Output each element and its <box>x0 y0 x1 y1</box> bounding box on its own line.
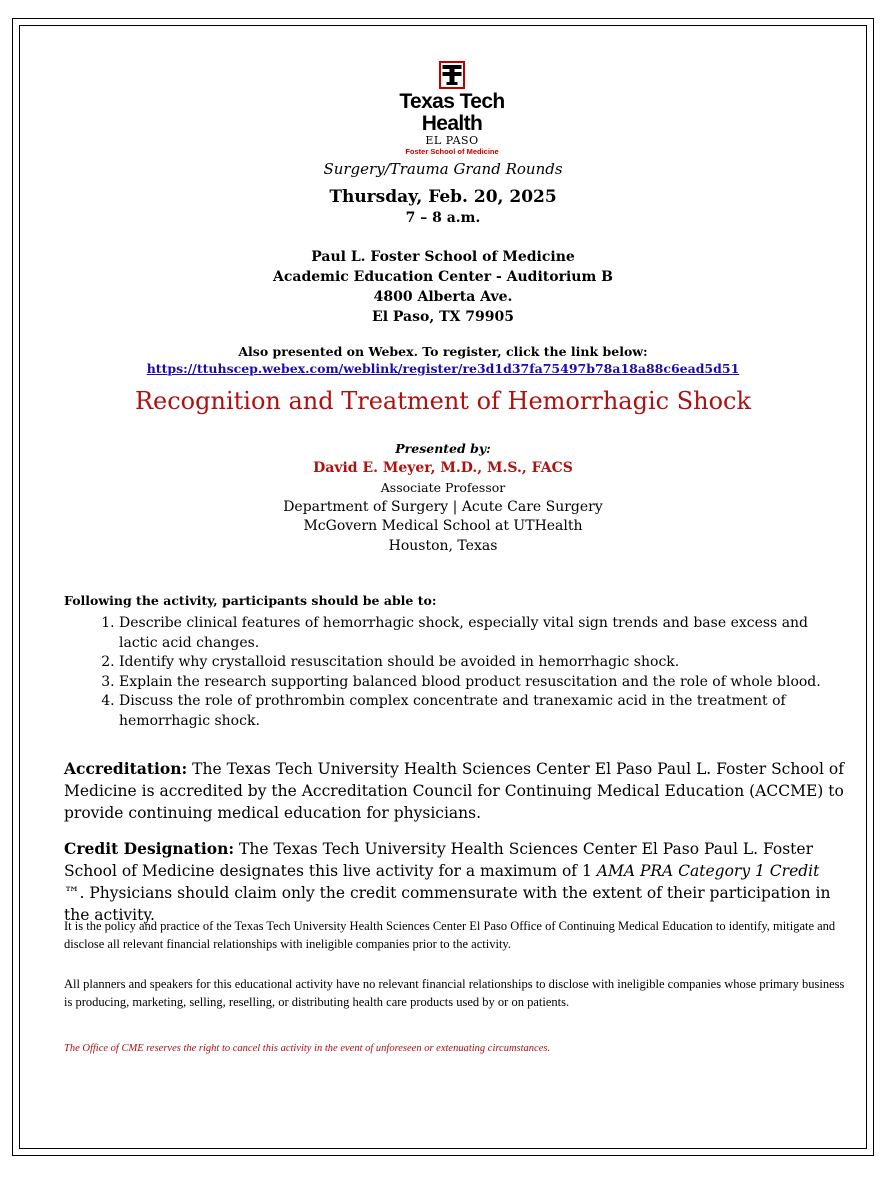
disclosure-policy: It is the policy and practice of the Texas Tech University Health Sciences Center El Paso Office of Continuing Medical Education to identify, mitigate and disclose all relevant financial relationships with ineligible companies prior to the activity. <box>64 919 836 951</box>
list-item: 2. Identify why crystalloid resuscitation should be avoided in hemorrhagic shock. <box>119 653 834 673</box>
presenter-name: David E. Meyer, M.D., M.S., FACS <box>313 459 573 476</box>
webex-block <box>19 343 867 377</box>
venue-line: El Paso, TX 79905 <box>372 309 514 325</box>
presented-by-label: Presented by: <box>395 441 491 456</box>
cancellation-note: The Office of CME reserves the right to cancel this activity in the event of unforeseen or extenuating circumstances. <box>64 1043 551 1054</box>
double-t-logo-icon <box>439 61 465 89</box>
credit-designation <box>64 838 844 926</box>
venue-block <box>19 247 867 327</box>
logo-name: Texas Tech Health <box>399 90 505 135</box>
logo-city: EL PASO <box>425 134 479 147</box>
list-item: 3. Explain the research supporting balanced blood product resuscitation and the role of whole blood. <box>119 673 834 693</box>
credit-text-after: . Physicians should claim only the credit commensurate with the extent of their participation in the activity. <box>64 884 831 924</box>
webex-note: Also presented on Webex. To register, click the link below: <box>238 344 648 359</box>
talk-title: Recognition and Treatment of Hemorrhagic Shock <box>134 387 752 415</box>
accreditation-statement <box>64 758 844 824</box>
list-item: 4. Discuss the role of prothrombin complex concentrate and tranexamic acid in the treatment of hemorrhagic shock. <box>119 692 834 731</box>
presenter-title: Associate Professor <box>380 480 506 495</box>
planners-disclosure: All planners and speakers for this educational activity have no relevant financial relationships to disclose with ineligible companies whose primary business is producing, marketing, selling, reselling, or distributing health care products used by or on patients. <box>64 977 845 1009</box>
learning-objectives <box>64 593 834 731</box>
list-item: 1. Describe clinical features of hemorrhagic shock, especially vital sign trends and base excess and lactic acid changes. <box>119 614 834 653</box>
webex-register-link[interactable]: https://ttuhscep.webex.com/weblink/register/re3d1d37fa75497b78a18a88c6ead5d51 <box>146 361 740 376</box>
venue-line: Paul L. Foster School of Medicine <box>311 249 575 265</box>
credit-text-before: The Texas Tech University Health Sciences Center El Paso Paul L. Foster School of Medicine designates this live activity for a maximum of 1 <box>64 840 813 880</box>
venue-line: Academic Education Center - Auditorium B <box>273 269 613 285</box>
objectives-list <box>64 614 834 731</box>
presenter-school: McGovern Medical School at UTHealth <box>303 518 583 534</box>
credit-label: Credit Designation: <box>64 839 235 858</box>
credit-text-italic: AMA PRA Category 1 Credit ™ <box>64 862 820 902</box>
event-time: 7 – 8 a.m. <box>405 210 481 226</box>
objectives-lead: Following the activity, participants should be able to: <box>64 593 437 608</box>
presenter-location: Houston, Texas <box>388 537 498 554</box>
accreditation-label: Accreditation: <box>64 759 188 778</box>
presenter-department: Department of Surgery | Acute Care Surgery <box>283 498 603 515</box>
venue-line: 4800 Alberta Ave. <box>373 289 513 305</box>
logo-school: Foster School of Medicine <box>405 147 499 156</box>
presenter-block <box>19 439 867 556</box>
accreditation-text: The Texas Tech University Health Sciences Center El Paso Paul L. Foster School of Medicine is accredited by the Accreditation Council for Continuing Medical Education (ACCME) to provide continuing medical education for physicians. <box>64 760 844 822</box>
institution-logo <box>367 39 537 159</box>
event-series: Surgery/Trauma Grand Rounds <box>323 160 563 178</box>
event-date: Thursday, Feb. 20, 2025 <box>329 187 557 207</box>
